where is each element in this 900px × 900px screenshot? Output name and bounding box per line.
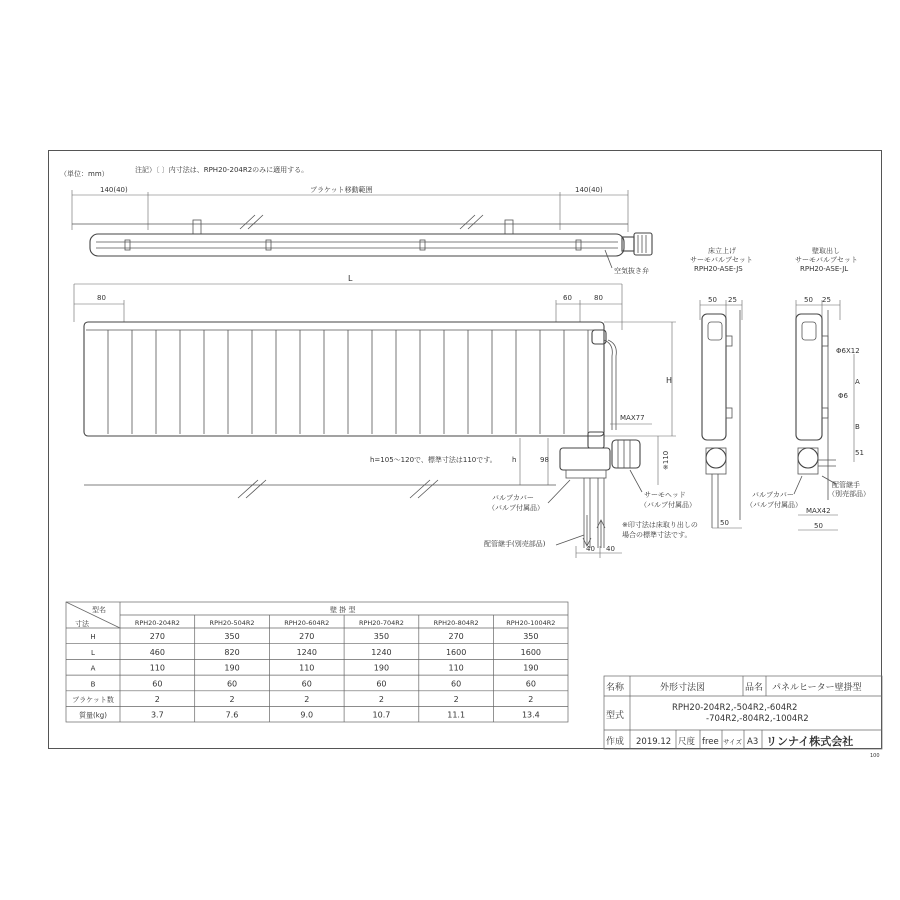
- dim-top-right: 140(40): [575, 186, 603, 194]
- valve-cover-sub: （バルブ付属品）: [488, 504, 544, 512]
- title-product-label: 品名: [745, 683, 764, 693]
- table-cell: 190: [523, 663, 539, 673]
- company-name: リンナイ株式会社: [766, 735, 854, 748]
- side-floor-title-1: 床立上げ: [708, 247, 736, 255]
- table-row-label: A: [90, 664, 96, 673]
- side-wall-dim-50b: 50: [814, 522, 823, 530]
- table-cell: 60: [226, 679, 238, 689]
- table-cell: 270: [448, 632, 464, 642]
- table-cell: 190: [373, 663, 390, 673]
- table-cell: 350: [373, 632, 390, 642]
- table-cell: 2: [154, 695, 160, 704]
- front-view: [74, 274, 698, 558]
- side-wall-pipe-joint: 配管継手: [832, 481, 860, 489]
- unit-label: （単位：mm）: [60, 170, 109, 178]
- side-wall-phi6: Φ6: [838, 392, 848, 400]
- table-cell: 350: [523, 632, 539, 642]
- top-view: [72, 185, 652, 275]
- thermo-head-label: サーモヘッド: [644, 491, 686, 499]
- table-model-header: RPH20-704R2: [358, 619, 404, 627]
- dim-80-left: 80: [97, 294, 106, 302]
- dim-40-a: 40: [586, 545, 595, 553]
- dim-98: 98: [540, 456, 549, 464]
- side-floor-title-3: RPH20-ASE-JS: [694, 265, 743, 273]
- table-cell: 1240: [296, 647, 317, 657]
- table-cell: 820: [224, 647, 240, 657]
- side-wall-title-1: 壁取出し: [812, 247, 840, 255]
- table-cell: 1240: [371, 647, 392, 657]
- title-size-label: サイズ: [723, 738, 742, 746]
- side-wall-valve-cover-sub: （バルブ付属品）: [746, 501, 802, 509]
- table-row-label: L: [91, 648, 95, 657]
- title-model-label: 型式: [606, 711, 625, 721]
- table-cell: 1600: [445, 647, 467, 657]
- side-wall-dim-51: 51: [855, 449, 864, 457]
- dim-110: ※110: [662, 450, 670, 470]
- title-size-value: A3: [747, 737, 759, 747]
- dim-80-right: 80: [594, 294, 603, 302]
- table-cell: 2: [528, 695, 534, 704]
- side-floor-dim-25: 25: [728, 296, 737, 304]
- title-created-label: 作成: [606, 737, 625, 747]
- table-cell: 13.4: [521, 710, 540, 720]
- table-cell: 10.7: [372, 710, 391, 720]
- side-wall-title-2: サーモバルブセット: [795, 256, 858, 264]
- table-row-label: H: [90, 633, 96, 642]
- panel-fins: [108, 330, 588, 434]
- valve-cover-label: バルブカバー: [492, 494, 534, 502]
- table-cell: 270: [149, 632, 165, 642]
- dim-max77: MAX77: [620, 414, 645, 422]
- dim-40-b: 40: [606, 545, 615, 553]
- table-cell: 190: [224, 663, 240, 673]
- table-cell: 270: [299, 632, 315, 642]
- table-row-label: ブラケット数: [72, 696, 114, 704]
- table-cell: 2: [229, 695, 235, 704]
- title-model-line1: RPH20-204R2,-504R2,-604R2: [672, 703, 798, 713]
- table-cell: 460: [149, 647, 165, 657]
- table-cell: 110: [149, 663, 165, 673]
- table-cell: 9.0: [300, 710, 314, 720]
- table-cell: 2: [304, 695, 310, 704]
- table-cell: 60: [451, 679, 462, 689]
- side-wall-pipe-joint-sub: （別売部品）: [828, 490, 870, 498]
- note-text: 注記）〔 〕内寸法は、RPH20-204R2のみに適用する。: [135, 166, 309, 174]
- side-view-floor: [690, 246, 753, 528]
- dim-L: L: [348, 274, 353, 283]
- table-cell: 110: [448, 663, 464, 673]
- h-note: h=105～120で、標準寸法は110です。: [370, 456, 497, 464]
- table-model-header: RPH20-804R2: [433, 619, 479, 627]
- table-cell: 350: [224, 632, 240, 642]
- side-wall-dim-25: 25: [822, 296, 831, 304]
- title-scale-value: free: [702, 737, 719, 747]
- table-row-label: B: [90, 680, 96, 689]
- table-model-header: RPH20-1004R2: [506, 619, 556, 627]
- table-cell: 60: [152, 679, 163, 689]
- dim-60: 60: [563, 294, 572, 302]
- side-wall-dim-50: 50: [804, 296, 813, 304]
- dim-top-left: 140(40): [100, 186, 128, 194]
- title-name-value: 外形寸法図: [660, 683, 706, 693]
- air-vent-label: 空気抜き弁: [614, 267, 649, 275]
- table-dimension: 寸法: [75, 620, 89, 628]
- side-wall-max42: MAX42: [806, 507, 831, 515]
- spec-table: [66, 602, 568, 722]
- table-cell: 60: [301, 679, 312, 689]
- bracket-range-label: ブラケット移動範囲: [310, 186, 373, 194]
- thermo-head-sub: （バルブ付属品）: [640, 501, 696, 509]
- table-cell: 2: [378, 695, 384, 704]
- title-name-label: 名称: [606, 683, 625, 693]
- side-wall-phi6x12: Φ6X12: [836, 347, 860, 355]
- table-model-header: RPH20-504R2: [209, 619, 255, 627]
- table-group: 壁 掛 型: [330, 606, 356, 614]
- side-floor-dim-50: 50: [708, 296, 717, 304]
- title-model-line2: -704R2,-804R2,-1004R2: [706, 714, 809, 724]
- side-floor-title-2: サーモバルブセット: [690, 256, 753, 264]
- table-model-header: RPH20-604R2: [284, 619, 330, 627]
- table-cell: 2: [453, 695, 459, 704]
- table-cell: 110: [299, 663, 315, 673]
- side-view-wall: [746, 246, 870, 530]
- pipe-joint-label: 配管継手(別売部品): [484, 540, 546, 548]
- table-cell: 11.1: [447, 710, 466, 720]
- table-model-name: 型名: [92, 606, 106, 614]
- side-floor-dim-50b: 50: [720, 519, 729, 527]
- side-wall-dim-A: A: [855, 378, 860, 386]
- dim-h: h: [512, 456, 517, 464]
- title-scale-label: 尺度: [678, 737, 696, 747]
- dim-H: H: [666, 376, 673, 385]
- title-product-value: パネルヒーター壁掛型: [772, 683, 862, 693]
- mark-note-1: ※印寸法は床取り出しの: [622, 521, 698, 529]
- footer-mark: 100: [870, 753, 880, 759]
- title-block: [604, 676, 882, 749]
- mark-note-2: 場合の標準寸法です。: [622, 531, 692, 539]
- side-wall-valve-cover: バルブカバー: [752, 491, 794, 499]
- side-wall-dim-B: B: [855, 423, 860, 431]
- table-cell: 3.7: [150, 710, 164, 720]
- title-created-value: 2019.12: [636, 737, 672, 747]
- table-cell: 60: [376, 679, 387, 689]
- table-model-header: RPH20-204R2: [134, 619, 180, 627]
- table-cell: 7.6: [225, 710, 239, 720]
- side-wall-title-3: RPH20-ASE-JL: [800, 265, 849, 273]
- table-cell: 1600: [520, 647, 542, 657]
- table-cell: 60: [525, 679, 536, 689]
- table-row-label: 質量(kg): [79, 711, 107, 720]
